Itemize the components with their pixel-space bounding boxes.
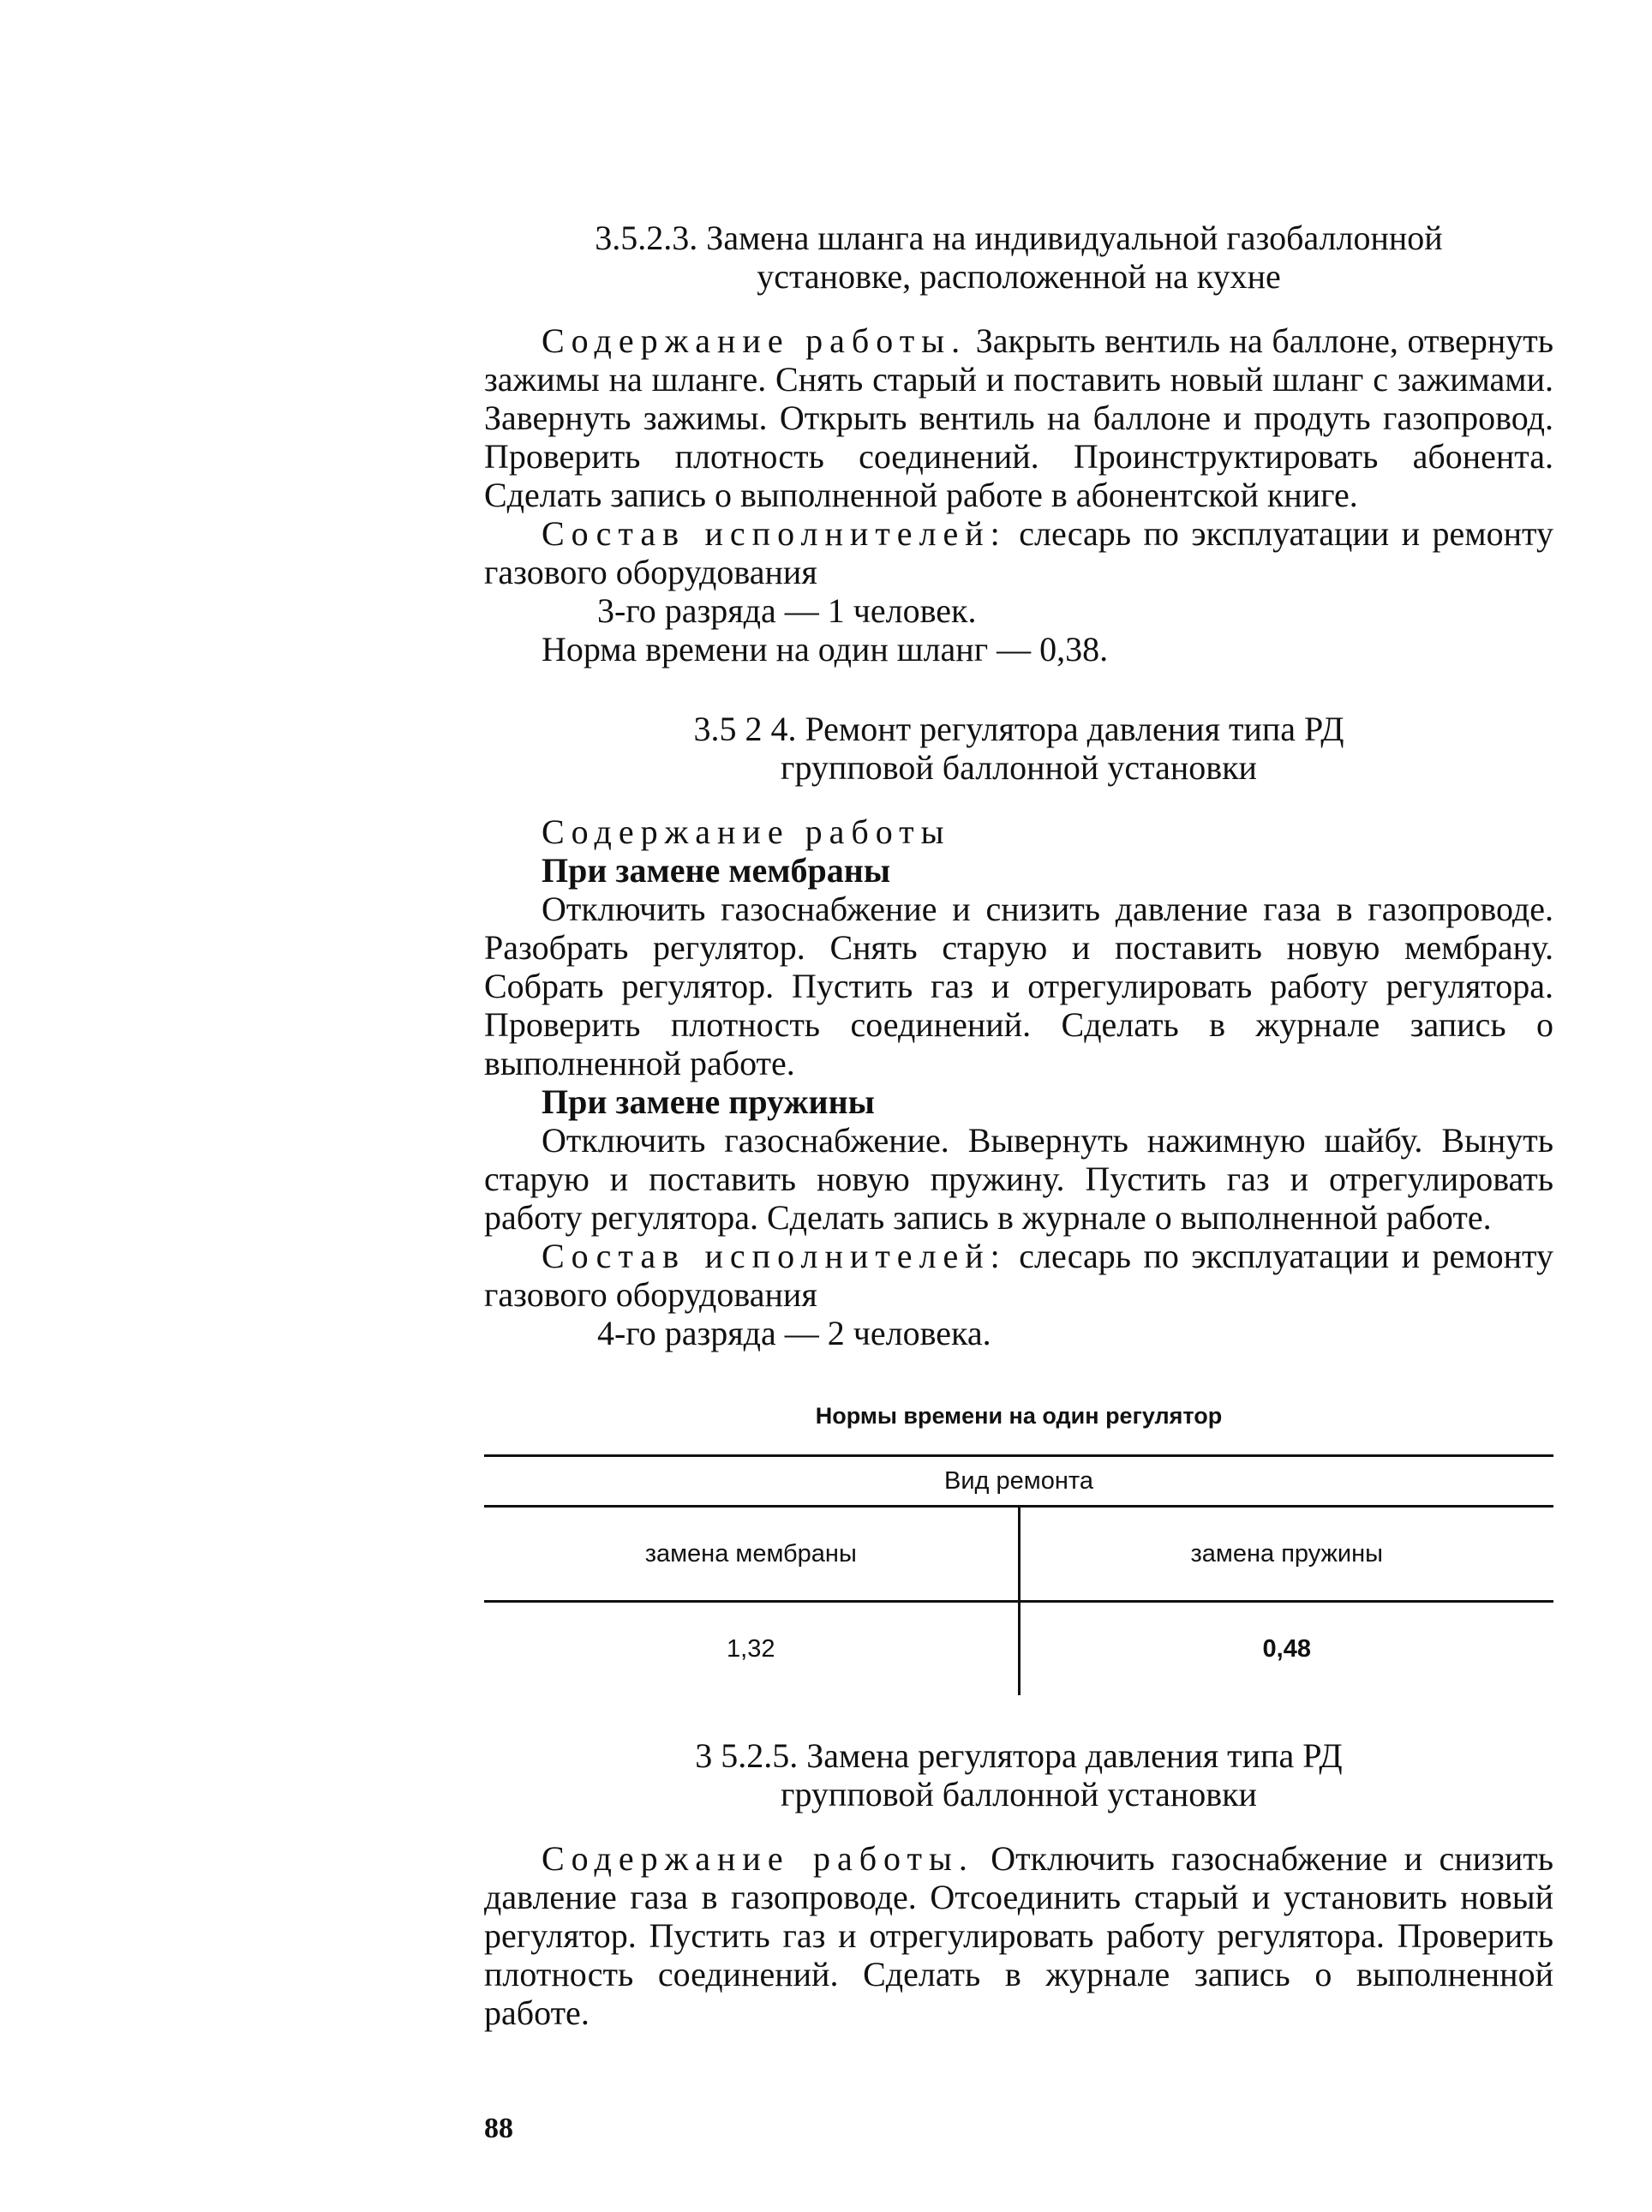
staff-label: Состав исполнителей: [542,1237,1007,1275]
col2-header: замена пружины [1019,1507,1553,1602]
title-line: 3.5.2.3. Замена шланга на индивидуальной газобаллонной [595,219,1443,257]
content-text: Закрыть вентиль на баллоне, отвернуть зажимы на шланге. Снять старый и поставить новый шланг с зажимами. Завернуть зажимы. Открыть вентиль на баллоне и продуть газопровод. Проверить плотность соединений. Проинструктировать абонента. Сделать запись о выполненной работе в абонентской книге. [484,321,1553,514]
table-caption: Нормы времени на один регулятор [815,1403,1223,1429]
staff-text: слесарь по эксплуатации и ремонту газового оборудования [484,514,1553,591]
membrane-heading: При замене мембраны [542,851,891,890]
content-paragraph [484,321,1553,514]
membrane-text: Отключить газоснабжение и снизить давление газа в газопроводе. Разобрать регулятор. Снять старую и поставить новую мембрану. Собрать регулятор. Пустить газ и отрегулировать работу регулятора. Проверить плотность соединений. Сделать в журнале запись о выполненной работе. [484,890,1553,1082]
section-title-3523 [484,219,1553,296]
page-number: 88 [484,2113,513,2144]
spring-text: Отключить газоснабжение. Вывернуть нажимную шайбу. Вынуть старую и поставить новую пружину. Пустить газ и отрегулировать работу регулятора. Сделать запись в журнале о выполненной работе. [484,1121,1553,1237]
content-label: Содержание работы. [542,1839,974,1878]
table-header-row [484,1456,1553,1507]
title-line: групповой баллонной установки [781,1775,1257,1813]
staff-paragraph [484,1237,1553,1314]
content-paragraph [484,1839,1553,2032]
spring-heading: При замене пружины [542,1082,875,1121]
title-line: групповой баллонной установки [781,748,1257,787]
title-line: 3.5 2 4. Ремонт регулятора давления типа РД [693,710,1344,748]
document-page [484,219,1553,2032]
time-norm: Норма времени на один шланг — 0,38. [542,630,1109,668]
col1-header: замена мембраны [484,1507,1019,1602]
col1-value: 1,32 [484,1602,1019,1696]
staff-grade: 4-го разряда — 2 человека. [597,1314,991,1352]
col2-value: 0,48 [1262,1634,1311,1663]
norms-table [484,1454,1553,1695]
content-label: Содержание работы [542,812,951,851]
group-header: Вид ремонта [484,1456,1553,1507]
title-line: 3 5.2.5. Замена регулятора давления типа РД [695,1736,1343,1775]
staff-text: слесарь по эксплуатации и ремонту газового оборудования [484,1237,1553,1314]
content-text: Отключить газоснабжение и снизить давление газа в газопроводе. Отсоединить старый и установить новый регулятор. Пустить газ и отрегулировать работу регулятора. Проверить плотность соединений. Сделать в журнале запись о выполненной работе. [484,1839,1553,2032]
staff-paragraph [484,514,1553,591]
staff-grade: 3-го разряда — 1 человек. [597,591,977,630]
title-line: установке, расположенной на кухне [757,257,1281,296]
staff-label: Состав исполнителей: [542,514,1007,553]
content-label: Содержание работы. [542,321,967,360]
table-row [484,1602,1553,1696]
section-title-3524 [484,710,1553,787]
section-title-3525 [484,1736,1553,1813]
table-subheader-row [484,1507,1553,1602]
